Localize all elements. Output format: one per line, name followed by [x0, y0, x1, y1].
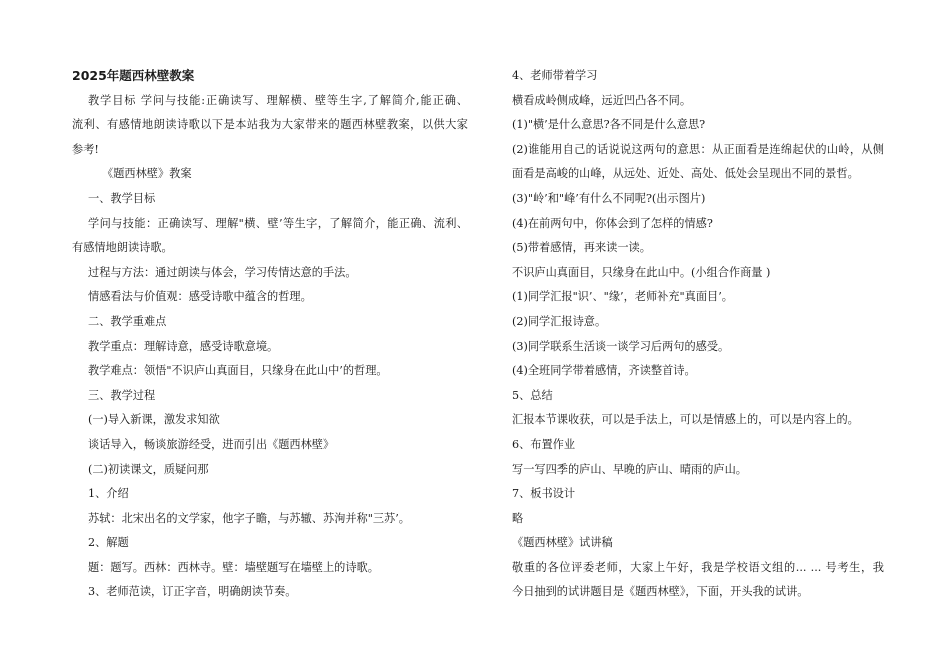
text-line: 题：题写。西林：西林寺。壁：墙壁题写在墙壁上的诗歌。 [88, 560, 379, 574]
list-item: (1)同学汇报"识’、"缘’，老师补充"真面目’。 [512, 290, 733, 304]
section-heading: 二、教学重难点 [88, 314, 167, 328]
list-item: 3、老师范读，订正字音，明确朗读节奏。 [88, 585, 297, 599]
text-line: 教学难点：领悟"不识庐山真面目，只缘身在此山中’的哲理。 [88, 364, 388, 378]
section-heading: 《题西林壁》教案 [102, 167, 192, 181]
text-line: 不识庐山真面目，只缘身在此山中。(小组合作商量 ) [512, 265, 771, 279]
section-heading: 三、教学过程 [88, 388, 156, 402]
text-line: 敬重的各位评委老师，大家上午好，我是学校语文组的... ... 号考生，我 [512, 560, 884, 574]
list-item: 1、介绍 [88, 487, 129, 501]
text-line: 谈话导入，畅谈旅游经受，进而引出《题西林壁》 [88, 437, 335, 451]
text-line: 有感情地朗读诗歌。 [72, 241, 173, 255]
text-line: 流利、有感情地朗读诗歌以下是本站我为大家带来的题西林壁教案，以供大家 [72, 118, 468, 132]
text-line: 汇报本节课收获，可以是手法上，可以是情感上的，可以是内容上的。 [512, 413, 859, 427]
list-item: 6、布置作业 [512, 437, 576, 451]
list-item: (5)带着感情，再来读一读。 [512, 241, 651, 255]
list-item: 4、老师带着学习 [512, 69, 598, 82]
section-heading: 《题西林壁》试讲稿 [512, 536, 613, 550]
list-item: 5、总结 [512, 388, 553, 402]
list-item: (3)同学联系生活谈一谈学习后两句的感受。 [512, 339, 730, 353]
text-line: 写一写四季的庐山、早晚的庐山、晴雨的庐山。 [512, 462, 747, 476]
left-column [72, 64, 468, 605]
section-heading: 一、教学目标 [88, 191, 156, 205]
text-line: 情感看法与价值观：感受诗歌中蕴含的哲理。 [88, 290, 312, 304]
list-item: (1)"横’是什么意思?各不同是什么意思? [512, 118, 706, 132]
text-line: 苏轼：北宋出名的文学家，他字子瞻，与苏辙、苏洵并称"三苏’。 [88, 511, 410, 525]
text-line: 今日抽到的试讲题目是《题西林壁》，下面，开头我的试讲。 [512, 585, 809, 599]
subsection-heading: (二)初读课文，质疑问那 [88, 462, 209, 476]
text-line: 横看成岭侧成峰，远近凹凸各不同。 [512, 93, 692, 107]
subsection-heading: (一)导入新课，激发求知欲 [88, 413, 220, 427]
text-line: 教学重点：理解诗意，感受诗歌意境。 [88, 339, 279, 353]
right-column [512, 64, 884, 605]
list-item: 7、板书设计 [512, 487, 576, 501]
text-line: 参考! [72, 142, 99, 156]
list-item: (2)同学汇报诗意。 [512, 314, 607, 328]
list-item: (3)"岭’和"峰’有什么不同呢?(出示图片) [512, 191, 706, 205]
document-title: 2025年题西林壁教案 [72, 68, 195, 83]
list-item: (2)谁能用自己的话说说这两句的意思：从正面看是连绵起伏的山岭，从侧 [512, 142, 884, 156]
list-item: (4)在前两句中，你体会到了怎样的情感? [512, 216, 713, 230]
text-line: 过程与方法：通过朗读与体会，学习传情达意的手法。 [88, 265, 357, 279]
list-item: 2、解题 [88, 536, 129, 550]
text-line: 面看是高峻的山峰，从远处、近处、高处、低处会呈现出不同的景哲。 [512, 167, 859, 181]
text-line: 教学目标 学问与技能:正确读写、理解横、壁等生字,了解简介,能正确、 [88, 93, 468, 107]
text-line: 略 [512, 511, 524, 525]
text-line: 学问与技能：正确读写、理解"横、壁’等生字，了解简介，能正确、流利、 [88, 216, 468, 230]
list-item: (4)全班同学带着感情，齐读整首诗。 [512, 364, 696, 378]
